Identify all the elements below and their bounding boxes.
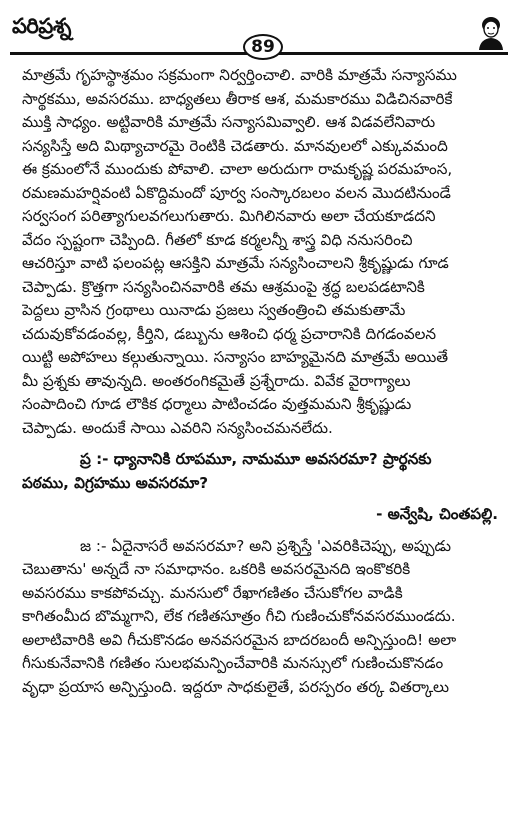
text-line: చెప్పాడు. క్రొత్తగా సన్యసించినవారికి తమ ఆశ్రమంపై శ్రద్ధ బలపడటానికి: [22, 277, 425, 296]
answer-line: అలాటివారికి అవి గీచుకొనడం అనవసరమైన బాదరబందీ అన్పిస్తుంది! అలా: [22, 630, 457, 649]
text-line: యిట్టి అపోహలు కల్గుతున్నాయి. సన్యాసం బాహ్యమైనది మాత్రమే అయితే: [22, 348, 449, 366]
author-portrait-icon: [476, 14, 506, 50]
page-header: [0, 0, 520, 62]
text-line: మాత్రమే గృహస్థాశ్రమం సక్రమంగా నిర్వర్తించాలి. వారికి మాత్రమే సన్యాసము: [22, 66, 457, 84]
text-line: వేదం స్పష్టంగా చెప్పింది. గీతలో కూడ కర్మలన్నీ శాస్త్ర విధి ననుసరించి: [22, 230, 413, 249]
answer-line: గీసుకునేవానికి గణితం సులభమన్పించేవారికి మనస్సులో గుణించుకొనడం: [22, 654, 444, 672]
answer-block: [22, 535, 498, 700]
text-line: సంపాదించి గూడ లౌకిక ధర్మాలు పాటించడం వుత్తమమని శ్రీకృష్ణుడు: [22, 395, 412, 413]
text-line: సార్థకము, అవసరము. బాధ్యతలు తీరాక ఆశ, మమకారము విడిచినవారికే: [22, 89, 453, 108]
spacer: [22, 495, 498, 503]
question-block: [22, 448, 498, 495]
text-line: మీ ప్రశ్నకు తావున్నది. అంతరంగికమైతే ప్రశ్నేరాదు. వివేక వైరాగ్యాలు: [22, 371, 411, 390]
answer-line: అవసరము కాకపోవచ్చు. మనసులో రేఖాగణితం చేసుకోగల వాడికి: [22, 583, 403, 602]
spacer: [22, 527, 498, 535]
questioner-signature: - అన్వేషి, చింతపల్లి.: [376, 505, 498, 523]
text-line: పెద్దలు వ్రాసిన గ్రంథాలు యినాడు ప్రజలు స్వతంత్రించి తమకుతామే: [22, 301, 406, 319]
text-line: ఈ క్రమంలోనే ముందుకు పోవాలి. చాలా అరుదుగా రామకృష్ణ పరమహంస,: [22, 160, 453, 178]
text-line: చెప్పాడు. అందుకే సాయి ఎవరిని సన్యసించమనలేదు.: [22, 418, 333, 437]
text-line: ఆచరిస్తూ వాటి ఫలంపట్ల ఆసక్తిని మాత్రమే సన్యసించాలని శ్రీకృష్ణుడు గూడ: [22, 254, 449, 272]
answer-line: జ :- ఏదైనాసరే అవసరమా? అని ప్రశ్నిస్తే 'ఎవరికిచెప్పు, అప్పుడు: [80, 536, 452, 555]
answer-line: కాగితంమీద బొమ్మగాని, లేక గణితసూత్రం గీచి గుణించుకోనవసరముండదు.: [22, 607, 456, 625]
text-line: రమణమహర్షివంటి ఏకొద్దిమందో పూర్వ సంస్కారబలం వలన మొదటినుండే: [22, 183, 451, 202]
text-line: సర్వసంగ పరిత్యాగులవగలుగుతారు. మిగిలినవారు అలా చేయకూడదని: [22, 207, 436, 225]
text-line: ముక్తి సాధ్యం. అట్టివారికి మాత్రమే సన్యాసమివ్వాలి. ఆశ విడవలేనివారు: [22, 113, 436, 131]
question-line: పఠము, విగ్రహము అవసరమా?: [22, 473, 209, 492]
text-line: చదువుకోవడంవల్ల, కీర్తిని, డబ్బును ఆశించి ధర్మ ప్రచారానికి దిగడంవలన: [22, 324, 437, 343]
answer-line: చెబుతాను' అన్నదే నా సమాధానం. ఒకరికి అవసరమైనది ఇంకొకరికి: [22, 560, 411, 578]
spacer: [22, 440, 498, 448]
answer-line: వృధా ప్రయాస అన్పిస్తుంది. ఇద్దరూ సాధకులైతే, పరస్పరం తర్క వితర్కాలు: [22, 677, 450, 696]
question-line: ప్ర :- ధ్యానానికి రూపమూ, నామమూ అవసరమా? ప్రార్థనకు: [80, 450, 432, 468]
page-number: 89: [243, 34, 283, 60]
page-body: [22, 64, 498, 699]
paragraph-continuation: [22, 64, 498, 440]
text-line: సన్యసిస్తే అది మిథ్యాచారమై రెంటికి చెడతారు. మానవులలో ఎక్కువమంది: [22, 136, 448, 155]
running-title: పరిప్రశ్న: [12, 14, 71, 38]
